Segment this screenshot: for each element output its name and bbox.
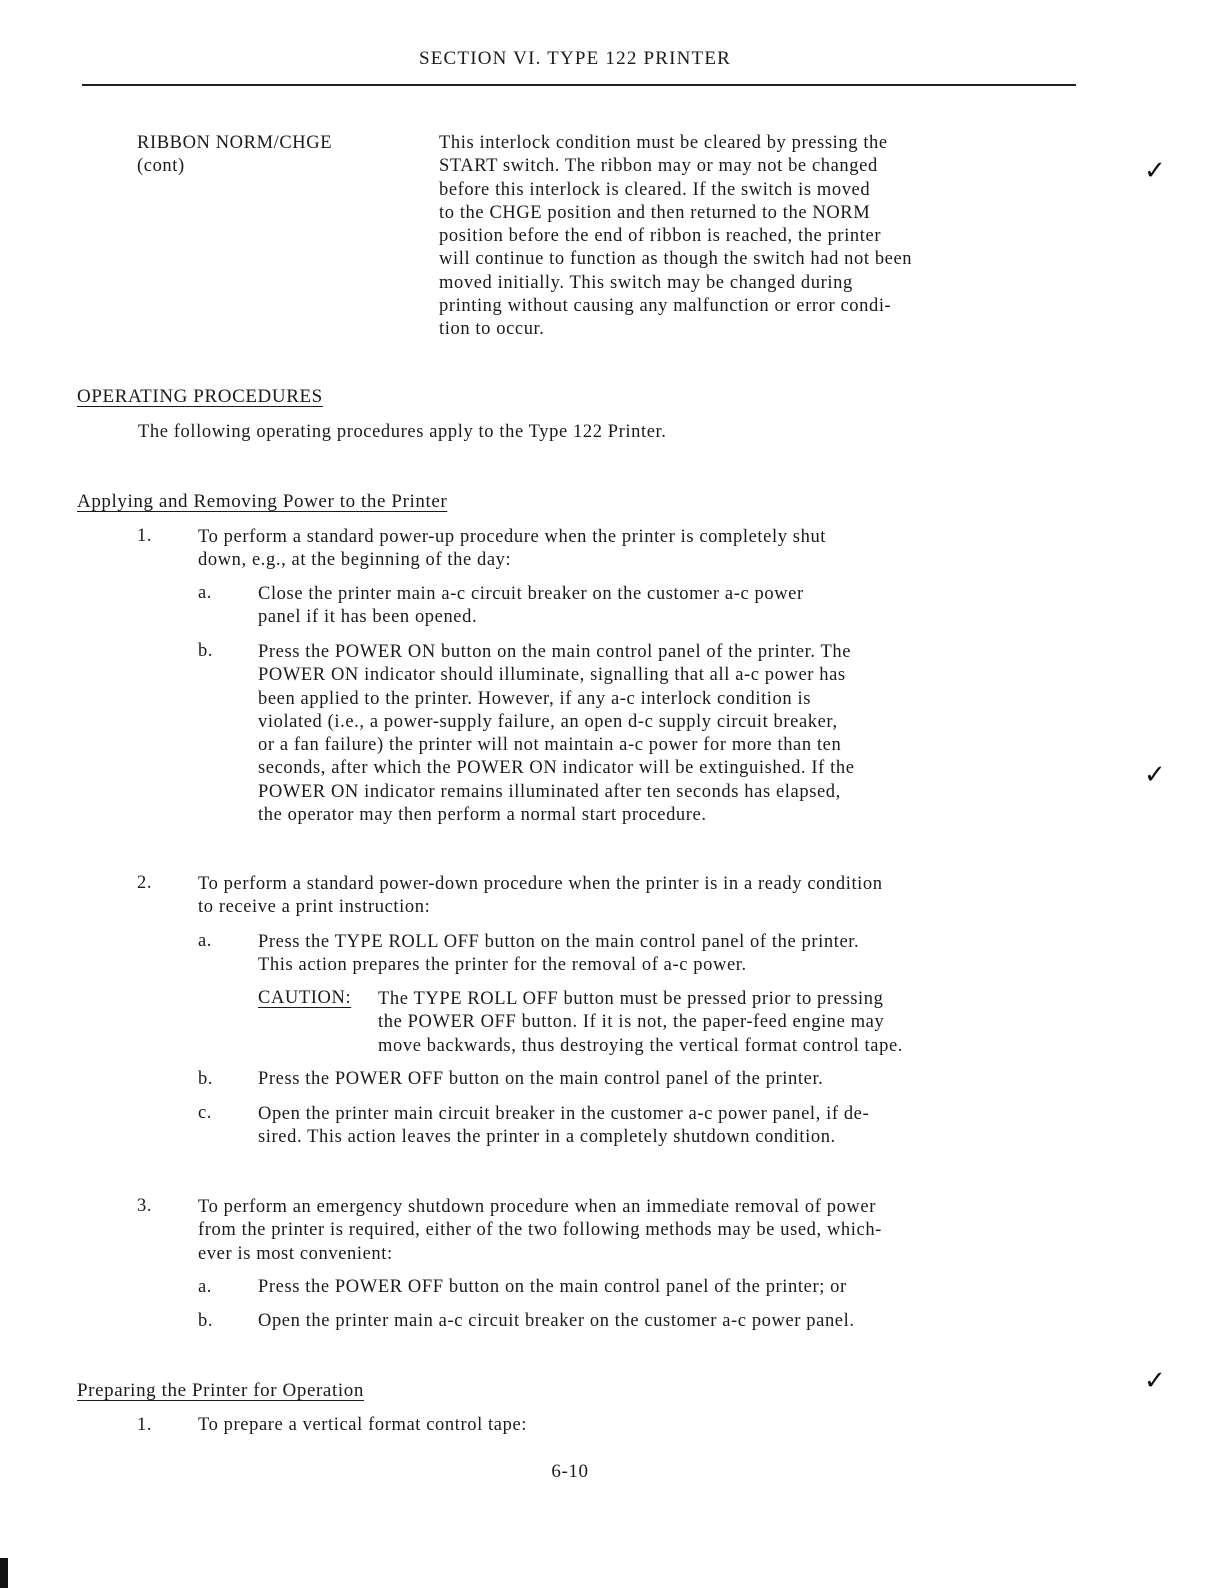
subitem-label: a. — [198, 1277, 213, 1297]
subitem-label: c. — [198, 1103, 213, 1123]
subitem-label: a. — [198, 931, 213, 951]
text-line: will continue to function as though the switch had not been — [439, 249, 913, 270]
subitem-label: b. — [198, 1069, 214, 1089]
text-line: To perform an emergency shutdown procedure when an immediate removal of power — [198, 1197, 876, 1217]
ribbon-label-line: (cont) — [137, 156, 185, 177]
text-line: violated (i.e., a power-supply failure, an open d-c supply circuit breaker, — [258, 711, 838, 732]
text-line: The TYPE ROLL OFF button must be pressed prior to pressing — [378, 989, 884, 1009]
subitem-text — [258, 641, 855, 827]
item-number: 2. — [137, 873, 153, 893]
text-line: to the CHGE position and then returned to the NORM — [439, 202, 871, 223]
operating-intro: The following operating procedures apply to the Type 122 Printer. — [138, 422, 667, 442]
subitem-label: b. — [198, 1311, 214, 1331]
power-heading: Applying and Removing Power to the Printer — [77, 491, 448, 512]
caution-label: CAUTION: — [258, 988, 352, 1008]
subitem-text: Press the POWER OFF button on the main control panel of the printer. — [258, 1069, 824, 1089]
text-line: POWER ON indicator should illuminate, signalling that all a-c power has — [258, 665, 846, 686]
text-line: seconds, after which the POWER ON indicator will be extinguished. If the — [258, 758, 855, 779]
text-line: To perform a standard power-down procedure when the printer is in a ready condition — [198, 874, 883, 894]
text-line: Close the printer main a-c circuit breaker on the customer a-c power — [258, 584, 804, 604]
check-mark-icon: ✓ — [1144, 1366, 1167, 1395]
text-line: from the printer is required, either of the two following methods may be used, which- — [198, 1220, 882, 1241]
ribbon-label-line: RIBBON NORM/CHGE — [137, 133, 333, 153]
ribbon-label — [137, 132, 332, 179]
operating-procedures-heading: OPERATING PROCEDURES — [77, 386, 323, 407]
text-line: the operator may then perform a normal start procedure. — [258, 805, 707, 826]
text-line: been applied to the printer. However, if any a-c interlock condition is — [258, 688, 812, 709]
ribbon-description — [439, 132, 912, 342]
text-line: tion to occur. — [439, 319, 545, 340]
item-text — [198, 526, 826, 573]
text-line: the POWER OFF button. If it is not, the paper-feed engine may — [378, 1012, 885, 1033]
subitem-label: a. — [198, 583, 213, 603]
item-number: 3. — [137, 1196, 153, 1216]
item-number: 1. — [137, 1415, 153, 1435]
text-line: move backwards, thus destroying the vertical format control tape. — [378, 1035, 903, 1056]
item-text — [198, 1196, 882, 1266]
text-line: moved initially. This switch may be changed during — [439, 272, 853, 293]
subitem-text — [258, 1103, 869, 1150]
text-line: before this interlock is cleared. If the switch is moved — [439, 179, 871, 200]
text-line: down, e.g., at the beginning of the day: — [198, 550, 512, 571]
text-line: START switch. The ribbon may or may not be changed — [439, 156, 878, 177]
text-line: POWER ON indicator remains illuminated after ten seconds has elapsed, — [258, 781, 841, 802]
text-line: printing without causing any malfunction or error condi- — [439, 296, 892, 317]
text-line: This action prepares the printer for the removal of a-c power. — [258, 955, 747, 976]
item-text: To prepare a vertical format control tape: — [198, 1415, 528, 1435]
item-number: 1. — [137, 526, 153, 546]
text-line: Press the TYPE ROLL OFF button on the main control panel of the printer. — [258, 932, 860, 952]
subitem-text: Open the printer main a-c circuit breaker on the customer a-c power panel. — [258, 1311, 855, 1331]
subitem-text — [258, 931, 859, 978]
text-line: sired. This action leaves the printer in a completely shutdown condition. — [258, 1127, 836, 1148]
text-line: to receive a print instruction: — [198, 897, 431, 918]
subitem-text: Press the POWER OFF button on the main control panel of the printer; or — [258, 1277, 847, 1297]
item-text — [198, 873, 883, 920]
scan-edge-mark — [0, 1558, 8, 1588]
text-line: To perform a standard power-up procedure when the printer is completely shut — [198, 527, 827, 547]
check-mark-icon: ✓ — [1144, 156, 1167, 185]
text-line: position before the end of ribbon is reached, the printer — [439, 226, 882, 247]
preparing-heading: Preparing the Printer for Operation — [77, 1380, 364, 1401]
page-number: 6-10 — [551, 1461, 589, 1482]
caution-text — [378, 988, 903, 1058]
text-line: ever is most convenient: — [198, 1243, 393, 1264]
text-line: panel if it has been opened. — [258, 607, 478, 628]
subitem-label: b. — [198, 641, 214, 661]
text-line: or a fan failure) the printer will not maintain a-c power for more than ten — [258, 735, 842, 756]
text-line: This interlock condition must be cleared by pressing the — [439, 133, 888, 153]
text-line: Open the printer main circuit breaker in the customer a-c power panel, if de- — [258, 1104, 870, 1124]
page-header: SECTION VI. TYPE 122 PRINTER — [418, 48, 732, 69]
header-rule — [82, 84, 1076, 86]
subitem-text — [258, 583, 804, 630]
check-mark-icon: ✓ — [1144, 760, 1167, 789]
text-line: Press the POWER ON button on the main control panel of the printer. The — [258, 642, 852, 662]
